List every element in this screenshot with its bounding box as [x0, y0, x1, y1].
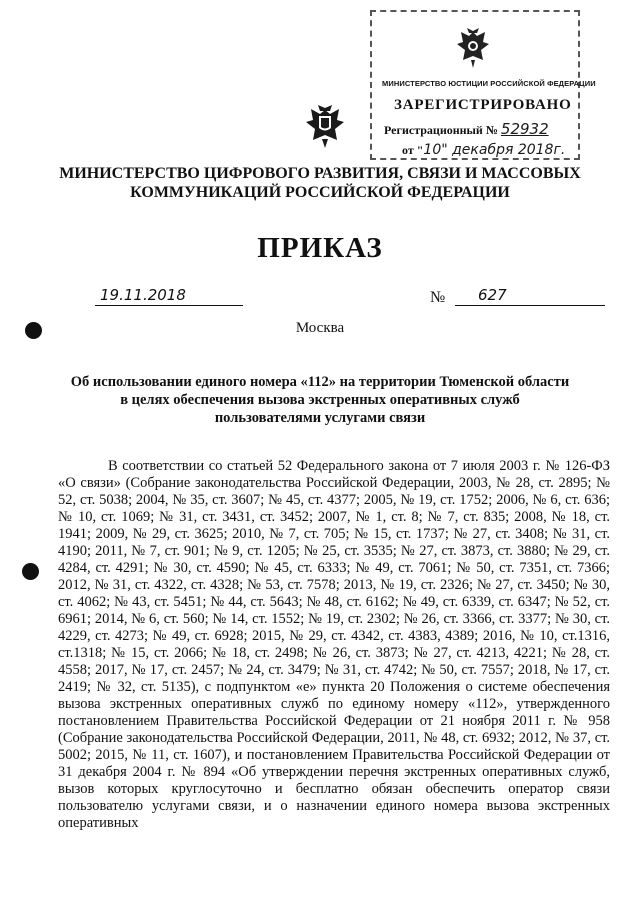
order-number-label: № — [430, 289, 446, 306]
issue-city: Москва — [295, 320, 345, 336]
stamp-from-label: от " — [402, 143, 424, 157]
stamp-reg-label: Регистрационный № — [384, 123, 498, 137]
order-subject — [60, 373, 580, 427]
document-title: ПРИКАЗ — [257, 232, 383, 264]
ministry-line-2: КОММУНИКАЦИЙ РОССИЙСКОЙ ФЕДЕРАЦИИ — [130, 184, 510, 201]
registration-stamp — [370, 10, 596, 160]
ministry-name — [40, 164, 600, 202]
order-number: 627 — [478, 286, 507, 304]
ministry-line-1: МИНИСТЕРСТВО ЦИФРОВОГО РАЗВИТИЯ, СВЯЗИ И МАССОВЫХ — [59, 165, 581, 182]
number-underline — [455, 305, 605, 306]
order-date: 19.11.2018 — [100, 286, 186, 304]
subject-line-1: Об использовании единого номера «112» на территории Тюменской области — [70, 374, 570, 390]
coat-of-arms-icon — [305, 102, 345, 150]
stamp-status: ЗАРЕГИСТРИРОВАНО — [394, 97, 572, 113]
punch-hole — [22, 563, 39, 580]
stamp-reg-value: 52932 — [500, 120, 549, 138]
date-underline — [95, 305, 243, 306]
stamp-registration-date — [402, 142, 565, 158]
stamp-ministry-name: МИНИСТЕРСТВО ЮСТИЦИИ РОССИЙСКОЙ ФЕДЕРАЦИИ — [382, 79, 596, 88]
subject-line-3: пользователями услугами связи — [214, 410, 426, 426]
stamp-registration-number — [384, 120, 549, 138]
stamp-from-value: 10" декабря 2018г. — [423, 142, 566, 158]
subject-line-2: в целях обеспечения вызова экстренных оперативных служб — [120, 392, 520, 408]
stamp-eagle-emblem-icon — [455, 26, 491, 70]
body-paragraph: В соответствии со статьей 52 Федерального закона от 7 июля 2003 г. № 126-ФЗ «О связи» (Собрание законодательства Российской Федерации, 2003, № 28, ст. 2895; № 52, ст. 5038; 2004, № 35, ст. 3607; № 45, ст. 4377; 2005, № 19, ст. 1752; 2006, № 6, ст. 636; № 10, ст. 1069; № 31, ст. 3431, ст. 3452; 2007, № 1, ст. 8; № 7, ст. 835; 2008, № 18, ст. 1941; 2009, № 29, ст. 3625; 2010, № 7, ст. 705; № 15, ст. 1737; № 27, ст. 3408; № 31, ст. 4190; 2011, № 7, ст. 901; № 9, ст. 1205; № 25, ст. 3535; № 27, ст. 3873, ст. 3880; № 29, ст. 4284, ст. 4291; № 30, ст. 4590; № 45, ст. 6333; № 49, ст. 7061; № 50, ст. 7351, ст. 7366; 2012, № 31, ст. 4322, ст. 4328; № 53, ст. 7578; 2013, № 19, ст. 2326; № 27, ст. 3450; № 30, ст. 4062; № 43, ст. 5451; № 44, ст. 5643; № 48, ст. 6162; № 49, ст. 6339, ст. 6347; № 52, ст. 6961; 2014, № 6, ст. 560; № 14, ст. 1552; № 19, ст. 2302; № 26, ст. 3366, ст. 3377; № 30, ст. 4229, ст. 4273; № 49, ст. 6928; 2015, № 29, ст. 4342, ст. 4383, 4389; 2016, № 10, ст.1316, ст.1318; № 15, ст. 2066; № 18, ст. 2498; № 26, ст. 3873; № 27, ст. 4213, 4221; № 28, ст. 4558; 2017, № 17, ст. 2457; № 24, ст. 3479; № 31, ст. 4742; № 50, ст. 7557; 2018, № 17, ст. 2419; № 32, ст. 5135), с подпунктом «е» пункта 20 Положения о системе обеспечения вызова экстренных оперативных служб по единому номеру «112», утвержденного постановлением Правительства Российской Федерации от 21 ноября 2011 г. № 958 (Собрание законодательства Российской Федерации, 2011, № 48, ст. 6932; 2012, № 37, ст. 5002; 2015, № 11, ст. 1607), и постановлением Правительства Российской Федерации от 31 декабря 2004 г. № 894 «Об утверждении перечня экстренных оперативных служб, вызов которых круглосуточно и бесплатно обязан обеспечить оператор связи пользователю услугами связи, и о назначении единого номера вызова экстренных оперативных — [58, 458, 610, 831]
